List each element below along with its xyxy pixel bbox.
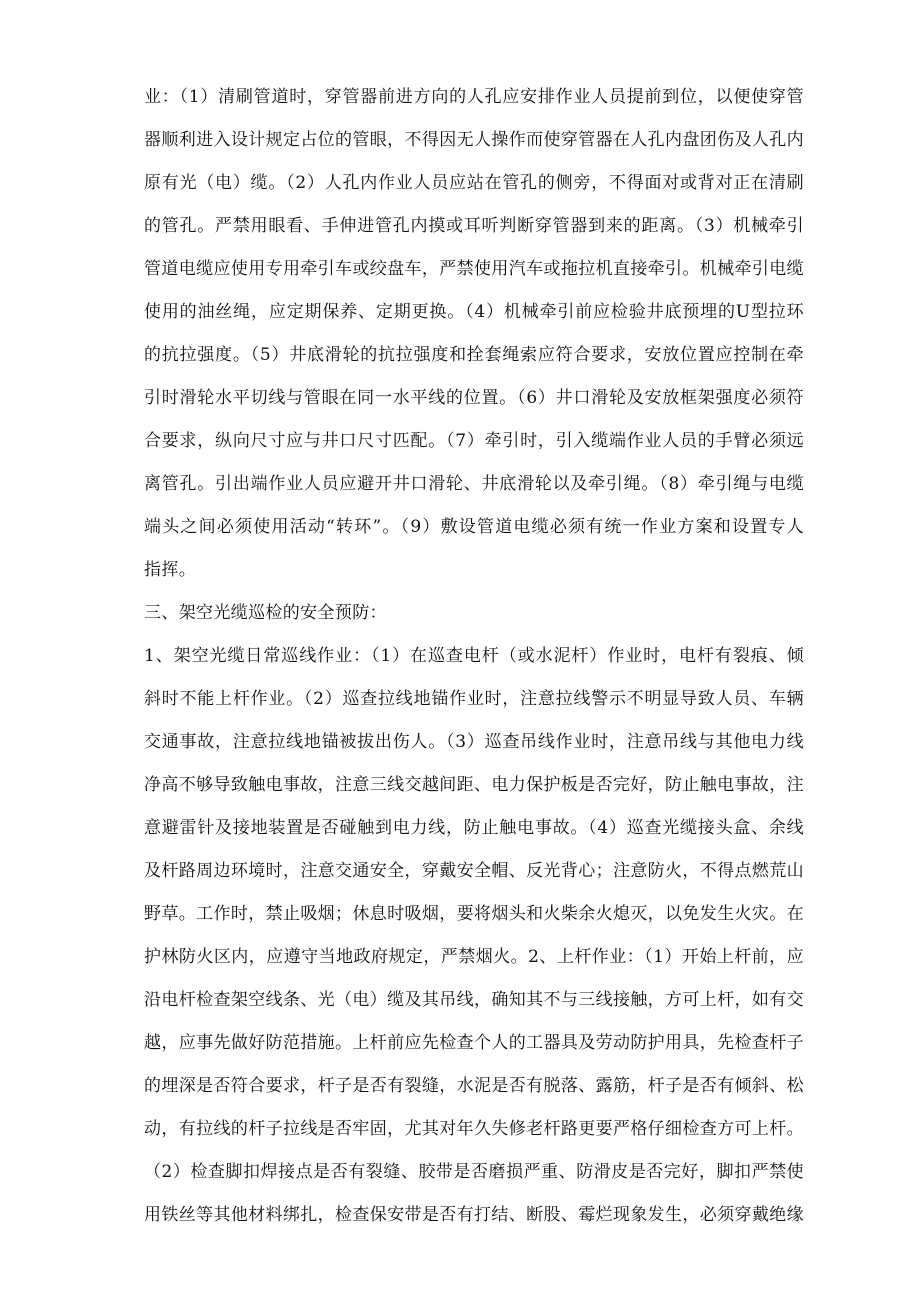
paragraph-line: 引时滑轮水平切线与管眼在同一水平线的位置。（6）井口滑轮及安放框架强度必须符 xyxy=(144,388,804,408)
paragraph-line: 器顺利进入设计规定占位的管眼，不得因无人操作而使穿管器在人孔内盘团伤及人孔内 xyxy=(144,130,804,150)
paragraph-line: 越，应事先做好防范措施。上杆前应先检查个人的工器具及劳动防护用具，先检查杆子 xyxy=(144,1033,804,1053)
paragraph-line: 使用的油丝绳，应定期保养、定期更换。（4）机械牵引前应检验井底预埋的U型拉环 xyxy=(144,302,804,322)
paragraph-line: 管道电缆应使用专用牵引车或绞盘车，严禁使用汽车或拖拉机直接牵引。机械牵引电缆 xyxy=(144,259,804,279)
paragraph-line: 1、架空光缆日常巡线作业：（1）在巡查电杆（或水泥杆）作业时，电杆有裂痕、倾 xyxy=(144,646,804,666)
paragraph-line: 的埋深是否符合要求，杆子是否有裂缝，水泥是否有脱落、露筋，杆子是否有倾斜、松 xyxy=(144,1076,804,1096)
paragraph-line: 合要求，纵向尺寸应与井口尺寸匹配。（7）牵引时，引入缆端作业人员的手臂必须远 xyxy=(144,431,804,451)
paragraph-line: 净高不够导致触电事故，注意三线交越间距、电力保护板是否完好，防止触电事故，注 xyxy=(144,775,804,795)
paragraph-line: 原有光（电）缆。（2）人孔内作业人员应站在管孔的侧旁，不得面对或背对正在清刷 xyxy=(144,173,804,193)
paragraph-line: 动，有拉线的杆子拉线是否牢固，尤其对年久失修老杆路更要严格仔细检查方可上杆。 xyxy=(144,1119,804,1139)
paragraph-line: 业：（1）清刷管道时，穿管器前进方向的人孔应安排作业人员提前到位，以便使穿管 xyxy=(144,87,804,107)
paragraph-line: 斜时不能上杆作业。（2）巡查拉线地锚作业时，注意拉线警示不明显导致人员、车辆 xyxy=(144,689,804,709)
paragraph-line: 的管孔。严禁用眼看、手伸进管孔内摸或耳听判断穿管器到来的距离。（3）机械牵引 xyxy=(144,216,804,236)
paragraph-line: 离管孔。引出端作业人员应避开井口滑轮、井底滑轮以及牵引绳。（8）牵引绳与电缆 xyxy=(144,474,804,494)
paragraph-line: 沿电杆检查架空线条、光（电）缆及其吊线，确知其不与三线接触，方可上杆，如有交 xyxy=(144,990,804,1010)
paragraph-line: 端头之间必须使用活动“转环”。（9）敷设管道电缆必须有统一作业方案和设置专人 xyxy=(144,517,804,537)
paragraph-line: 意避雷针及接地装置是否碰触到电力线，防止触电事故。（4）巡查光缆接头盒、余线 xyxy=(144,818,804,838)
section-heading: 三、架空光缆巡检的安全预防： xyxy=(144,603,387,623)
paragraph-line: 护林防火区内，应遵守当地政府规定，严禁烟火。2、上杆作业：（1）开始上杆前，应 xyxy=(144,947,804,967)
paragraph-line: 用铁丝等其他材料绑扎，检查保安带是否有打结、断股、霉烂现象发生，必须穿戴绝缘 xyxy=(144,1205,804,1225)
paragraph-line: 的抗拉强度。（5）井底滑轮的抗拉强度和拴套绳索应符合要求，安放位置应控制在牵 xyxy=(144,345,804,365)
paragraph-line: 指挥。 xyxy=(144,560,197,580)
paragraph-line: 及杆路周边环境时，注意交通安全，穿戴安全帽、反光背心；注意防火，不得点燃荒山 xyxy=(144,861,804,881)
paragraph-line: 交通事故，注意拉线地锚被拔出伤人。（3）巡查吊线作业时，注意吊线与其他电力线 xyxy=(144,732,804,752)
paragraph-line: （2）检查脚扣焊接点是否有裂缝、胶带是否磨损严重、防滑皮是否完好，脚扣严禁使 xyxy=(144,1162,804,1182)
paragraph-line: 野草。工作时，禁止吸烟；休息时吸烟，要将烟头和火柴余火熄灭，以免发生火灾。在 xyxy=(144,904,804,924)
